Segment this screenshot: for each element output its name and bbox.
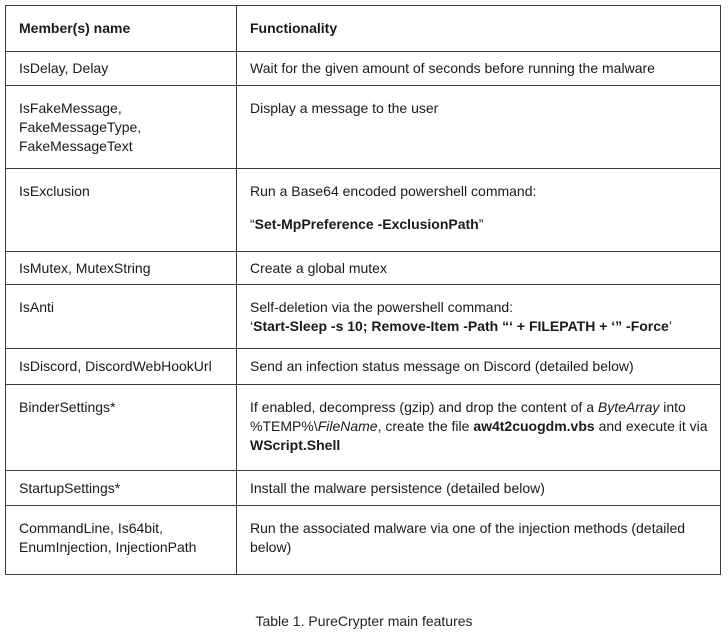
header-member-name: Member(s) name xyxy=(6,6,237,52)
table-row xyxy=(6,52,721,86)
table-row xyxy=(6,349,721,385)
features-table-container xyxy=(5,5,720,575)
member-line: EnumInjection, InjectionPath xyxy=(19,539,197,555)
functionality-cell: Send an infection status message on Discord (detailed below) xyxy=(237,349,721,385)
member-line: IsFakeMessage, xyxy=(19,100,122,116)
table-row xyxy=(6,86,721,169)
functionality-cell xyxy=(237,506,721,575)
table-row xyxy=(6,471,721,506)
quote-close: ” xyxy=(478,216,484,232)
command-text: Set-MpPreference -ExclusionPath xyxy=(254,216,479,232)
functionality-cell: Create a global mutex xyxy=(237,252,721,285)
text-segment: %TEMP%\ xyxy=(250,418,318,434)
functionality-cell xyxy=(237,385,721,471)
table-row xyxy=(6,169,721,252)
table-row xyxy=(6,252,721,285)
member-cell: IsExclusion xyxy=(6,169,237,252)
powershell-command xyxy=(250,317,707,336)
member-line: CommandLine, Is64bit, xyxy=(19,520,163,536)
table-caption: Table 1. PureCrypter main features xyxy=(255,613,473,629)
functionality-cell xyxy=(237,285,721,349)
features-table xyxy=(5,5,721,575)
member-cell xyxy=(6,86,237,169)
spacer xyxy=(250,201,707,215)
bytearray-term: ByteArray xyxy=(597,399,660,415)
member-cell: IsDelay, Delay xyxy=(6,52,237,86)
functionality-line: Run the associated malware via one of the injection methods (detailed xyxy=(250,520,686,536)
functionality-line: below) xyxy=(250,539,292,555)
member-cell: BinderSettings* xyxy=(6,385,237,471)
text-segment: If enabled, decompress (gzip) and drop the content of a xyxy=(250,399,598,415)
table-row xyxy=(6,385,721,471)
quote-open: ‘ xyxy=(250,318,254,334)
text-segment: , create the file xyxy=(377,418,474,434)
member-cell: StartupSettings* xyxy=(6,471,237,506)
command-tail: ” -Force xyxy=(615,318,669,334)
vbs-filename: aw4t2cuogdm.vbs xyxy=(473,418,595,434)
table-header-row xyxy=(6,6,721,52)
quote-close: ’ xyxy=(668,318,672,334)
header-functionality: Functionality xyxy=(237,6,721,52)
member-cell xyxy=(6,506,237,575)
filename-term: FileName xyxy=(317,418,378,434)
functionality-line xyxy=(250,398,707,417)
quote-open: “ xyxy=(250,216,255,232)
powershell-command xyxy=(250,215,707,234)
member-cell: IsMutex, MutexString xyxy=(6,252,237,285)
wscript-shell: WScript.Shell xyxy=(250,437,341,453)
table-row xyxy=(6,506,721,575)
functionality-text: Self-deletion via the powershell command: xyxy=(250,299,514,315)
member-line: FakeMessageText xyxy=(19,138,133,154)
member-cell: IsAnti xyxy=(6,285,237,349)
member-line: FakeMessageType, xyxy=(19,119,142,135)
table-row xyxy=(6,285,721,349)
text-segment: into xyxy=(659,399,686,415)
functionality-cell: Wait for the given amount of seconds before running the malware xyxy=(237,52,721,86)
functionality-line xyxy=(250,417,707,436)
command-filepath: ‘ + FILEPATH + ‘ xyxy=(509,318,616,334)
member-cell: IsDiscord, DiscordWebHookUrl xyxy=(6,349,237,385)
functionality-cell xyxy=(237,169,721,252)
functionality-cell: Install the malware persistence (detailed below) xyxy=(237,471,721,506)
functionality-cell: Display a message to the user xyxy=(237,86,721,169)
command-text: Start-Sleep -s 10; Remove-Item -Path “ xyxy=(253,318,510,334)
functionality-text: Run a Base64 encoded powershell command: xyxy=(250,183,537,199)
text-segment: and execute it via xyxy=(594,418,708,434)
